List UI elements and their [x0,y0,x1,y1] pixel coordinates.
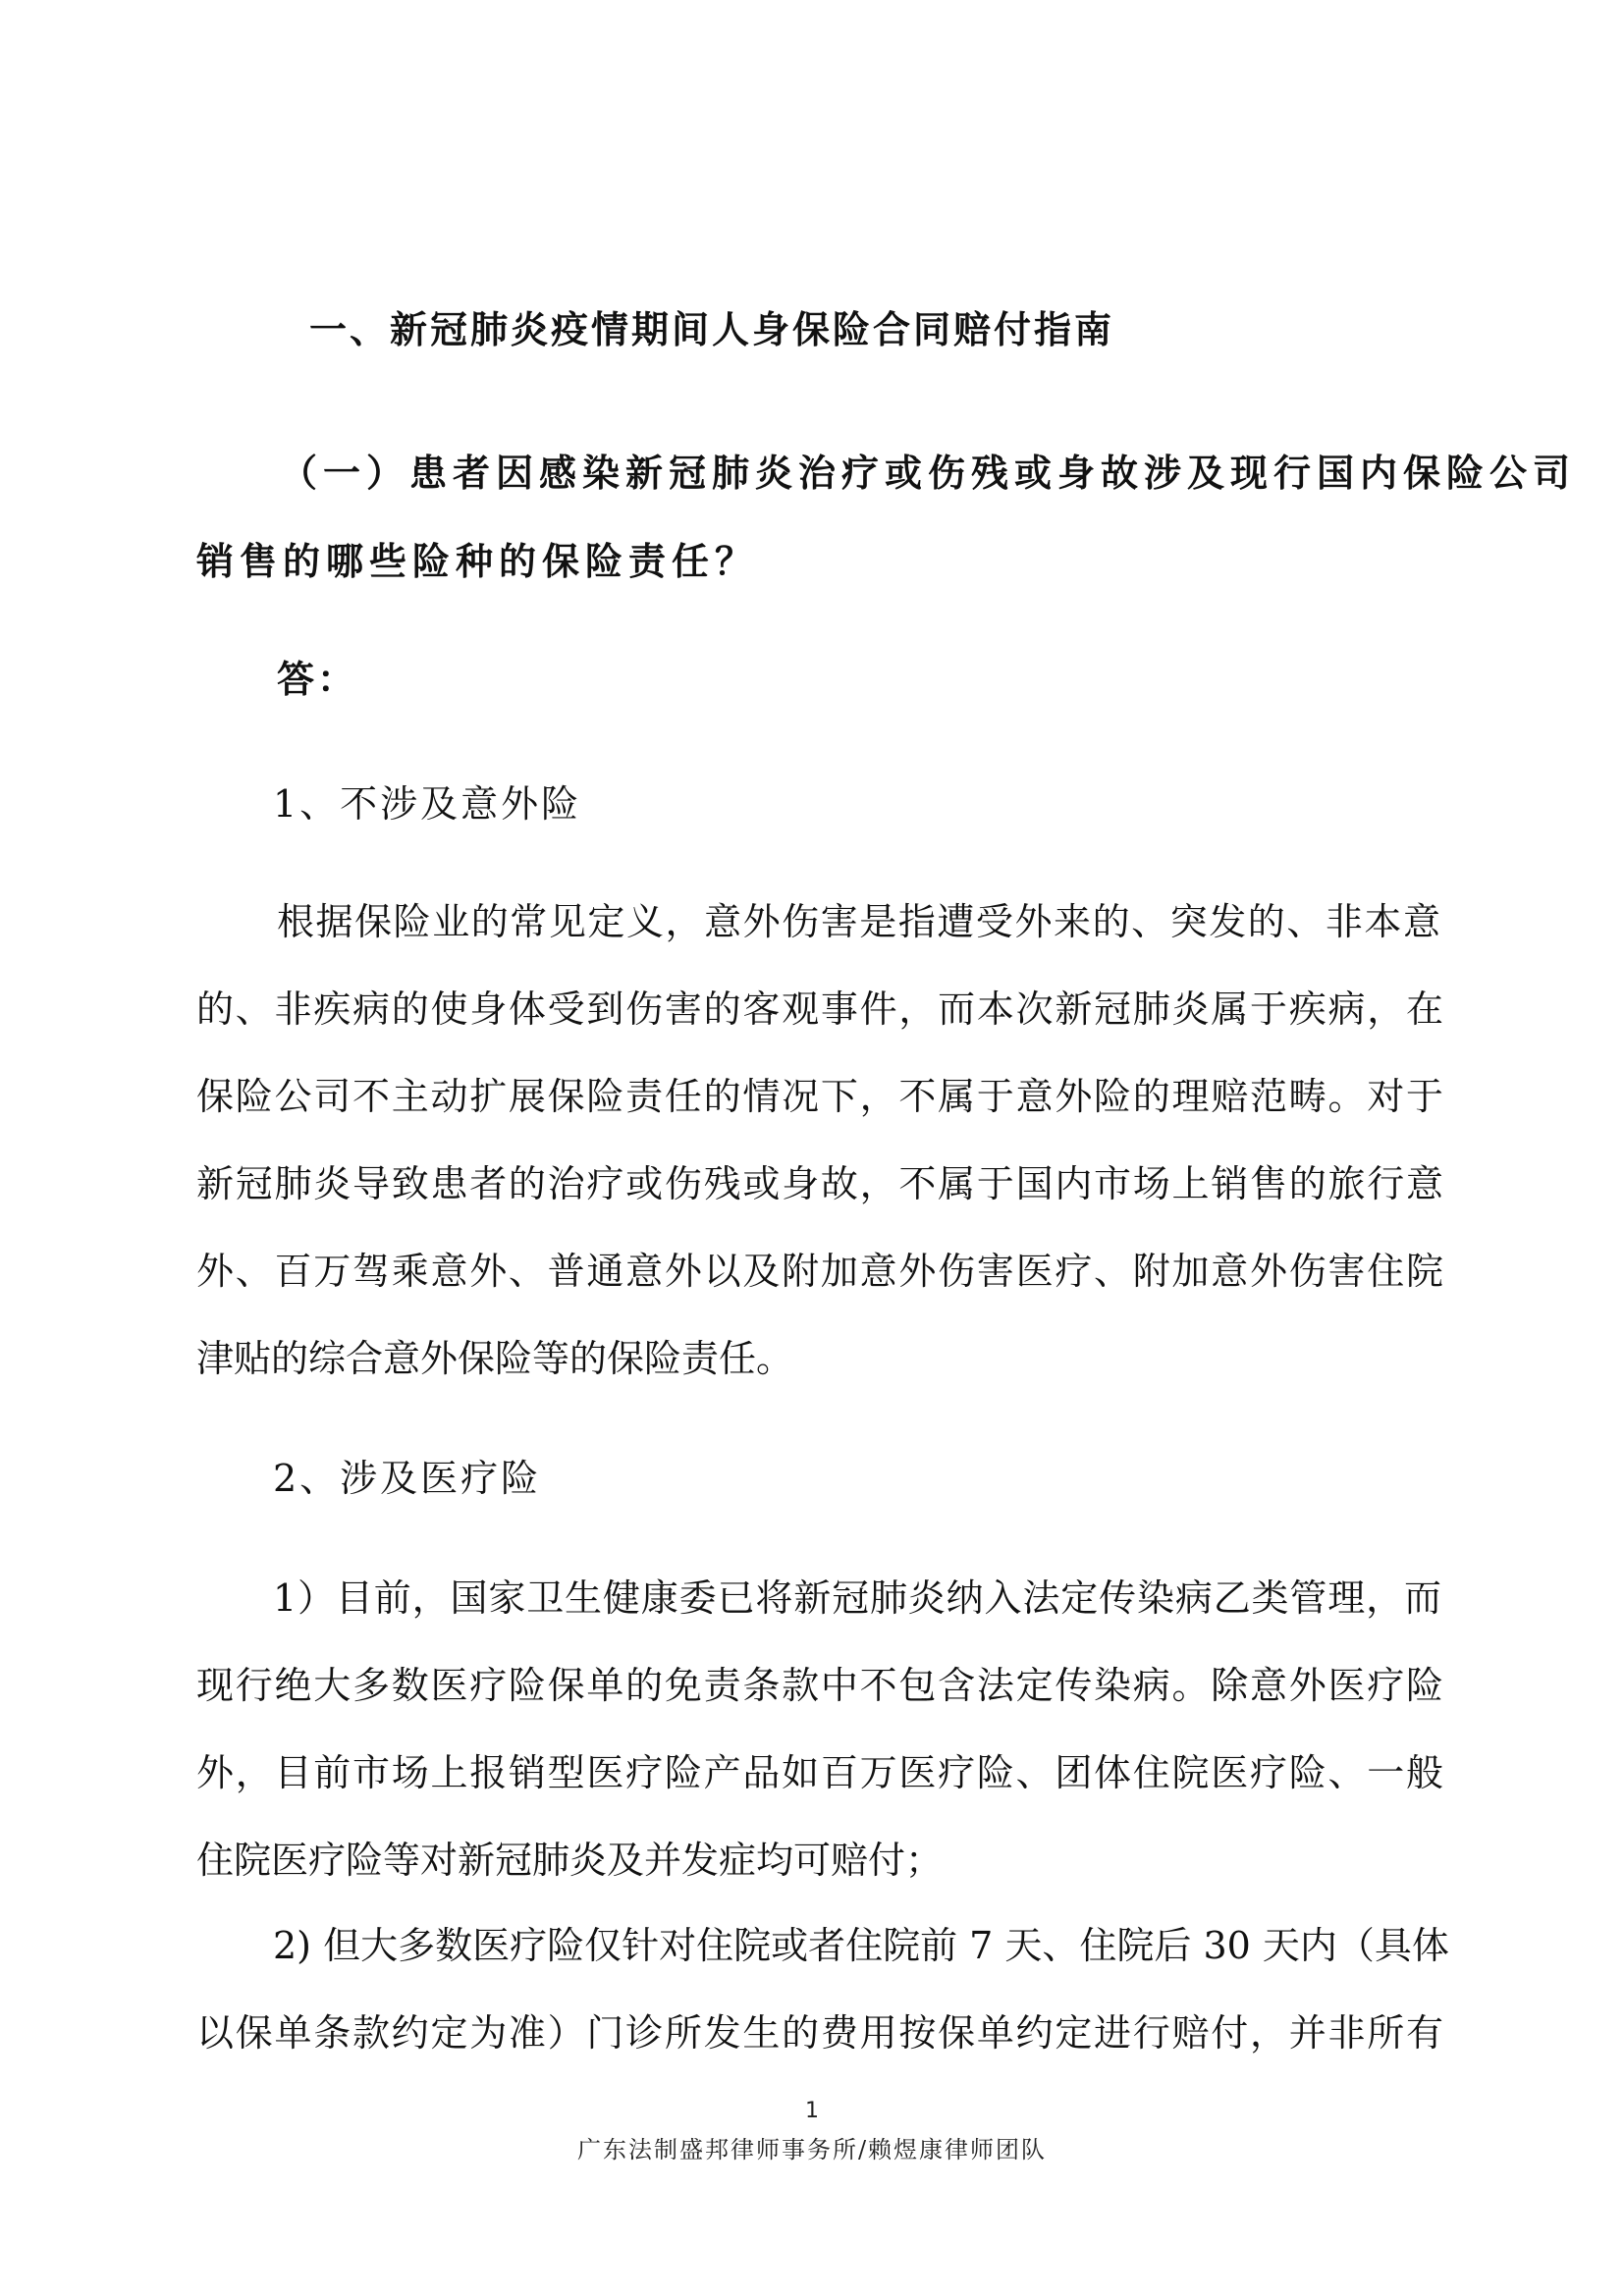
section-1-line-2: 的、非疾病的使身体受到伤害的客观事件，而本次新冠肺炎属于疾病，在 [196,988,1443,1031]
section-1-heading: 1、不涉及意外险 [273,782,582,826]
document-title: 一、新冠肺炎疫情期间人身保险合同赔付指南 [309,307,1115,351]
section-1-line-1: 根据保险业的常见定义，意外伤害是指遭受外来的、突发的、非本意 [277,900,1440,943]
section-1-line-6: 津贴的综合意外保险等的保险责任。 [196,1337,794,1380]
section-1-line-4: 新冠肺炎导致患者的治疗或伤残或身故，不属于国内市场上销售的旅行意 [196,1162,1443,1205]
section-2-p2-line-2: 以保单条款约定为准）门诊所发生的费用按保单约定进行赔付，并非所有 [196,2011,1443,2055]
section-2-p1-line-1: 1）目前，国家卫生健康委已将新冠肺炎纳入法定传染病乙类管理，而 [273,1576,1441,1620]
section-1-line-3: 保险公司不主动扩展保险责任的情况下，不属于意外险的理赔范畴。对于 [196,1075,1443,1118]
question-line-2: 销售的哪些险种的保险责任？ [196,539,759,583]
section-2-p2-line-1: 2) 但大多数医疗险仅针对住院或者住院前 7 天、住院后 30 天内（具体 [273,1924,1449,1967]
answer-label: 答： [277,657,358,701]
section-2-heading: 2、涉及医疗险 [273,1457,542,1500]
section-2-p1-line-4: 住院医疗险等对新冠肺炎及并发症均可赔付； [196,1839,944,1882]
section-1-line-5: 外、百万驾乘意外、普通意外以及附加意外伤害医疗、附加意外伤害住院 [196,1250,1443,1293]
section-2-p1-line-2: 现行绝大多数医疗险保单的免责条款中不包含法定传染病。除意外医疗险 [196,1664,1443,1707]
section-2-p1-line-3: 外，目前市场上报销型医疗险产品如百万医疗险、团体住院医疗险、一般 [196,1751,1443,1794]
footer-firm-name: 广东法制盛邦律师事务所/赖煜康律师团队 [576,2136,1048,2163]
page-number: 1 [805,2099,819,2123]
question-line-1: （一）患者因感染新冠肺炎治疗或伤残或身故涉及现行国内保险公司 [280,451,1577,495]
